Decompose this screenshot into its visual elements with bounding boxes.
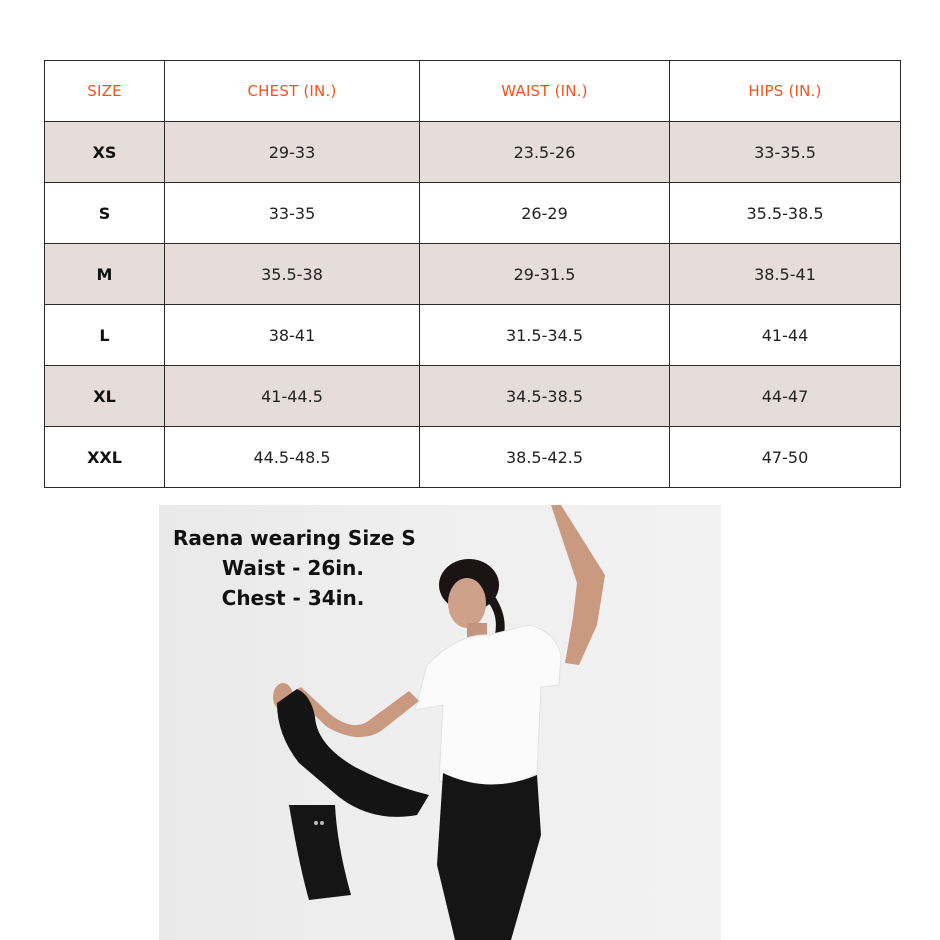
size-chart-header-row <box>45 61 901 122</box>
waist-value: 26-29 <box>420 183 670 244</box>
waist-value: 34.5-38.5 <box>420 366 670 427</box>
table-row <box>45 366 901 427</box>
size-label: XXL <box>45 427 165 488</box>
chest-value: 38-41 <box>165 305 420 366</box>
waist-value: 23.5-26 <box>420 122 670 183</box>
header-hips: HIPS (IN.) <box>670 61 901 122</box>
table-row <box>45 305 901 366</box>
hips-value: 33-35.5 <box>670 122 901 183</box>
size-label: M <box>45 244 165 305</box>
size-label: S <box>45 183 165 244</box>
hips-value: 44-47 <box>670 366 901 427</box>
size-label: XS <box>45 122 165 183</box>
model-photo <box>159 505 721 940</box>
size-chart-table <box>44 60 901 488</box>
hips-value: 47-50 <box>670 427 901 488</box>
header-chest: CHEST (IN.) <box>165 61 420 122</box>
hips-value: 41-44 <box>670 305 901 366</box>
waist-value: 31.5-34.5 <box>420 305 670 366</box>
waist-value: 29-31.5 <box>420 244 670 305</box>
header-waist: WAIST (IN.) <box>420 61 670 122</box>
caption-waist: Waist - 26in. <box>222 556 364 580</box>
chest-value: 41-44.5 <box>165 366 420 427</box>
waist-value: 38.5-42.5 <box>420 427 670 488</box>
model-caption <box>173 523 416 613</box>
table-row <box>45 183 901 244</box>
hips-value: 35.5-38.5 <box>670 183 901 244</box>
header-size: SIZE <box>45 61 165 122</box>
table-row <box>45 122 901 183</box>
size-label: L <box>45 305 165 366</box>
table-row <box>45 427 901 488</box>
chest-value: 29-33 <box>165 122 420 183</box>
chest-value: 44.5-48.5 <box>165 427 420 488</box>
hips-value: 38.5-41 <box>670 244 901 305</box>
size-label: XL <box>45 366 165 427</box>
chest-value: 35.5-38 <box>165 244 420 305</box>
chest-value: 33-35 <box>165 183 420 244</box>
table-row <box>45 244 901 305</box>
caption-chest: Chest - 34in. <box>221 586 365 610</box>
caption-model-size: Raena wearing Size S <box>173 526 416 550</box>
